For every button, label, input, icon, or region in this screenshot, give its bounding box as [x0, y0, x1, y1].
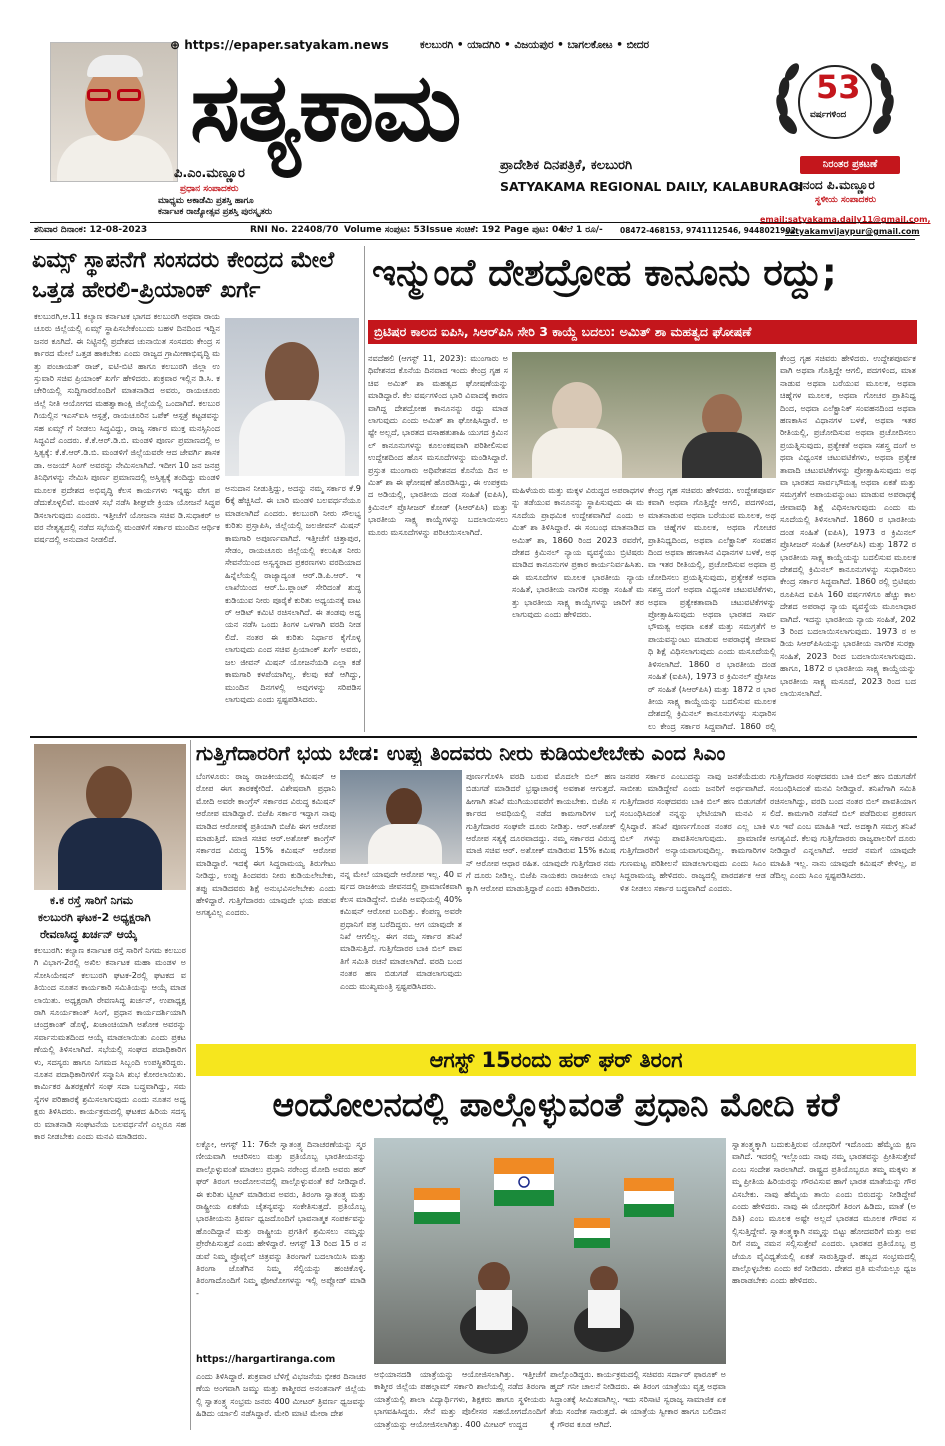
- dateline-date: ಶನಿವಾರ ದಿನಾಂಕ: 12-08-2023: [34, 225, 148, 235]
- har-ghar-tiranga-banner: ಆಗಸ್ಟ್ 15ರಂದು ಹರ್ ಘರ್ ತಿರಂಗ: [196, 1044, 916, 1076]
- story5-col-e: ಸ್ವಾತಂತ್ರ್ಯಕ್ಕಾಗಿ ಬದುಕುತ್ತಿರುವ ಯೋಧರಿಗೆ ಇದೊಂದು ಹೆಮ್ಮೆಯ ಕ್ಷಣವಾಗಿದೆ. ಇದರಲ್ಲಿ ಇಲ್ಲೊಂದು ನಾವು ನಮ್ಮ ಭಾರತವನ್ನು ಪ್ರೀತಿಸುತ್ತೇವೆ ಎಂಬ ಸಂದೇಶ ಸಾರಲಾಗಿದೆ. ರಾಷ್ಟ್ರದ ಪ್ರತಿಯೊಬ್ಬರೂ ತಮ್ಮ ಮಕ್ಕಳು ತಮ್ಮ ಪ್ರೀತಿಯ ಹಿರಿಯರನ್ನು ಗೌರವಿಸುವ ಹಾಗೆ ಭಾರತ ಮಾತೆಯನ್ನು ಗೌರವಿಸಬೇಕು. ನಾವು ಹೆಮ್ಮೆಯ ತಾಯಿ ಎಂದು ಬಿರುದನ್ನು ನೀಡಿದ್ದೇವೆ ಎಂದು ಹೇಳಿದರು. ನಾವು ಈ ಯೋಧರಿಗೆ ತಿರಂಗ ಹಿಡಿದು, ಮಾತೆ (ಅದಿತಿ) ಎಂಬ ಮೂಲಕ ಅಷ್ಟೇ ಅಲ್ಲದೆ ಭಾರತದ ಮೂಲಕ ಗೌರವ ಸಲ್ಲಿಸುತ್ತಿದ್ದೇವೆ. ಸ್ವಾತಂತ್ರ್ಯಕ್ಕಾಗಿ ನಮ್ಮನ್ನು ಬಿಟ್ಟು ಹೋದವರಿಗೆ ಮತ್ತು ಅವರಿಗೆ ನಮ್ಮ ನಮನ ಸಲ್ಲಿಸುತ್ತೇವೆ ಎಂದರು. ಭಾರತದ ಪ್ರತಿಯೊಬ್ಬ ಪ್ರಜೆಯೂ ವೈವಿಧ್ಯತೆಯಲ್ಲಿ ಏಕತೆ ಸಾರುತ್ತಿದ್ದಾರೆ. ಹಬ್ಬದ ಸಂಭ್ರಮದಲ್ಲಿ ಪಾಲ್ಗೊಳ್ಳಬೇಕು ಎಂದು ಕರೆ ನೀಡಿದರು. ದೇಶದ ಪ್ರತಿ ಮನೆಯಲ್ಲೂ ಧ್ವಜ ಹಾರಾಡಬೇಕು ಎಂದು ಹೇಳಿದರು.: [732, 1139, 916, 1286]
- dateline-bar: [30, 222, 915, 240]
- story3-caption-3: ರೇವಣಸಿದ್ಧ ಖರ್ಚನ್ ಆಯ್ಕೆ: [40, 928, 138, 941]
- globe-icon: ⊕: [170, 38, 185, 52]
- story3-caption-2: ಕಲಬುರಗಿ ಘಟಕ-2 ಅಧ್ಯಕ್ಷರಾಗಿ: [38, 911, 151, 924]
- story4-col-d: ಜನಪರ ಸರ್ಕಾರ ಎಂಬುದನ್ನು ನಾವು ಜನತೆಯೆದುರು ಸಾಬೀತು ಮಾಡಿದ್ದೇವೆ ಎಂದು ಜನರಿಗೆ ಅರ್ಥವಾಗಿದೆ. ಗುತ್ತಿಗೆದಾರರ ಸಂಘದವರು ಬಾಕಿ ಬಿಲ್ ಹಣ ಬಿಡುಗಡೆಗೆ ಸಂಬಂಧಿಸಿದಂತೆ ನನ್ನನ್ನು ಭೇಟಿಯಾಗಿ ಮನವಿ ಸಲ್ಲಿಸಿದ್ದಾರೆ. ತನಿಖೆ ಪೂರ್ಣಗೊಂಡ ನಂತರ ಎಲ್ಲ ಬಾಕಿ ಬಿಲ್ ಗಳನ್ನು ಪಾವತಿಸಲಾಗುವುದು. ಪ್ರಾಮಾಣಿಕ ಗುತ್ತಿಗೆದಾರರಿಗೆ ಅನ್ಯಾಯವಾಗುವುದಿಲ್ಲ. ಕಾಮಗಾರಿಗಳ ಗುಣಮಟ್ಟ ಪರಿಶೀಲನೆ ಮಾಡಲಾಗುವುದು ಎಂದು ಸಿಎಂ ಸಿದ್ದರಾಮಯ್ಯ ಹೇಳಿದರು. ರಾಜ್ಯದಲ್ಲಿ ಪಾರದರ್ಶಕ ಆಡಳಿತ ನೀಡಲು ಸರ್ಕಾರ ಬದ್ಧವಾಗಿದೆ ಎಂದರು.: [620, 771, 766, 893]
- rni-number: RNI No. 22408/70: [250, 225, 339, 235]
- story5-photo: [374, 1138, 726, 1364]
- story5-col-b: ಎಂದು ತಿಳಿಸಿದ್ದಾರೆ. ಶುಕ್ರವಾರ ಬೆಳಿಗ್ಗೆ ವಿಭಜನೆಯ ಭೀಕರ ದಿನಾಚರಣೆಯ ಅಂಗವಾಗಿ ಜಮ್ಮು ಮತ್ತು ಕಾಶ್ಮೀರದ ಅನಂತನಾಗ್ ಜಿಲ್ಲೆಯಲ್ಲಿ ಸ್ವಾತಂತ್ರ್ಯ ಸಂಭ್ರಮ ಜನರು 400 ಮೀಟರ್ ತ್ರಿವರ್ಣ ಧ್ವಜವನ್ನು ಹಿಡಿದು ರ್ಯಾಲಿ ನಡೆಸಿದ್ದಾರೆ. ಮೇರಿ ಮಾಟಿ ಮೇರಾ ದೇಶ: [196, 1371, 366, 1419]
- story2-photo: [512, 352, 776, 478]
- story2-col-c: ಕೇಂದ್ರ ಗೃಹ ಸಚಿವರು ಹೇಳಿದರು. ಉದ್ದೇಶಪೂರ್ವಕವಾಗಿ ಅಥವಾ ಗೊತ್ತಿದ್ದೇ ಆಗಲಿ, ಪದಗಳಿಂದ, ಮಾತನಾಡುವ ಅಥವಾ ಬರೆಯುವ ಮೂಲಕ, ಅಥವಾ ಚಿಹ್ನೆಗಳ ಮೂಲಕ, ಅಥವಾ ಗೋಚರ ಪ್ರಾತಿನಿಧ್ಯದಿಂದ, ಅಥವಾ ಎಲೆಕ್ಟ್ರಾನಿಕ್ ಸಂವಹನದಿಂದ ಅಥವಾ ಹಣಕಾಸಿನ ವಿಧಾನಗಳ ಬಳಕೆ, ಅಥವಾ ಇತರ ರೀತಿಯಲ್ಲಿ, ಪ್ರಚೋದಿಸುವ ಅಥವಾ ಪ್ರಚೋದಿಸಲು ಪ್ರಯತ್ನಿಸುವುದು, ಪ್ರತ್ಯೇಕತೆ ಅಥವಾ ಸಶಸ್ತ್ರ ದಂಗೆ ಅಥವಾ ವಿಧ್ವಂಸಕ ಚಟುವಟಿಕೆಗಳು, ಅಥವಾ ಪ್ರತ್ಯೇಕತಾವಾದಿ ಚಟುವಟಿಕೆಗಳನ್ನು ಪ್ರೋತ್ಸಾಹಿಸುವುದು ಅಥವಾ ಭಾರತದ ಸಾರ್ವಭೌಮತ್ವ ಅಥವಾ ಏಕತೆ ಮತ್ತು ಸಮಗ್ರತೆಗೆ ಅಪಾಯವನ್ನುಂಟು ಮಾಡುವ ಅಪರಾಧಕ್ಕೆ ಜೀವಾವಧಿ ಶಿಕ್ಷೆ ವಿಧಿಸಲಾಗುವುದು ಎಂದು ಮಸೂದೆಯಲ್ಲಿ ತಿಳಿಸಲಾಗಿದೆ. 1860 ರ ಭಾರತೀಯ ದಂಡ ಸಂಹಿತೆ (ಐಪಿಸಿ), 1973 ರ ಕ್ರಿಮಿನಲ್ ಪ್ರೊಸೀಜರ್ ಸಂಹಿತೆ (ಸಿಆರ್‌ಪಿಸಿ) ಮತ್ತು 1872 ರ ಭಾರತೀಯ ಸಾಕ್ಷ್ಯ ಕಾಯ್ದೆಯನ್ನು ಬದಲಿಸುವ ಮೂಲಕ ದೇಶದಲ್ಲಿ ಕ್ರಿಮಿನಲ್ ಕಾನೂನುಗಳನ್ನು ಸುಧಾರಿಸಲು ಕೇಂದ್ರ ಸರ್ಕಾರ ಸಿದ್ಧವಾಗಿದೆ. 1860 ರಲ್ಲಿ: [648, 485, 776, 731]
- price: ಬೆಲೆ 1 ರೂ/-: [560, 225, 603, 235]
- story4-col-b: ನನ್ನ ಮೇಲೆ ಯಾವುದೇ ಆರೋಪ ಇಲ್ಲ. 40 ವರ್ಷದ ರಾಜಕೀಯ ಜೀವನದಲ್ಲಿ ಪ್ರಾಮಾಣಿಕವಾಗಿ ಕೆಲಸ ಮಾಡಿದ್ದೇನೆ. ಬಿಜೆಪಿ ಅವಧಿಯಲ್ಲಿ 40% ಕಮಿಷನ್ ಆರೋಪ ಬಂದಿತ್ತು. ಕೆಂಪಣ್ಣ ಅವರೇ ಪ್ರಧಾನಿಗೆ ಪತ್ರ ಬರೆದಿದ್ದರು. ಆಗ ಯಾವುದೇ ತನಿಖೆ ಆಗಲಿಲ್ಲ. ಈಗ ನಮ್ಮ ಸರ್ಕಾರ ತನಿಖೆ ಮಾಡಿಸುತ್ತಿದೆ. ಗುತ್ತಿಗೆದಾರರ ಬಾಕಿ ಬಿಲ್ ಪಾವತಿಗೆ ಸಮಿತಿ ರಚನೆ ಮಾಡಲಾಗಿದೆ. ವರದಿ ಬಂದ ನಂತರ ಹಣ ಬಿಡುಗಡೆ ಮಾಡಲಾಗುವುದು ಎಂದು ಮುಖ್ಯಮಂತ್ರಿ ಸ್ಪಷ್ಟಪಡಿಸಿದರು.: [340, 869, 462, 991]
- story2-col-b: ಮಹಿಳೆಯರು ಮತ್ತು ಮಕ್ಕಳ ವಿರುದ್ಧದ ಅಪರಾಧಗಳನ್ನು ತಡೆಯುವ ಕಾನೂನನ್ನು ಸ್ಥಾಪಿಸುವುದು ಈ ಮಸೂದೆಯ ಪ್ರಾಥಮಿಕ ಉದ್ದೇಶವಾಗಿದೆ ಎಂದು ಅಮಿತ್ ಶಾ ತಿಳಿಸಿದ್ದಾರೆ. ಈ ಸಂಬಂಧ ಮಾತನಾಡಿದ ಅಮಿತ್ ಶಾ, 1860 ರಿಂದ 2023 ರವರೆಗೆ, ದೇಶದ ಕ್ರಿಮಿನಲ್ ನ್ಯಾಯ ವ್ಯವಸ್ಥೆಯು ಬ್ರಿಟಿಷರು ಮಾಡಿದ ಕಾನೂನುಗಳ ಪ್ರಕಾರ ಕಾರ್ಯನಿರ್ವಹಿಸಿತು. ಈ ಮಸೂದೆಗಳ ಮೂಲಕ ಭಾರತೀಯ ನ್ಯಾಯ ಸಂಹಿತೆ, ಭಾರತೀಯ ನಾಗರಿಕ ಸುರಕ್ಷಾ ಸಂಹಿತೆ ಮತ್ತು ಭಾರತೀಯ ಸಾಕ್ಷ್ಯ ಕಾಯ್ದೆಗಳನ್ನು ಜಾರಿಗೆ ತರಲಾಗುವುದು ಎಂದು ಹೇಳಿದರು.: [512, 485, 644, 620]
- founder-name: ಪಿ.ಎಂ.ಮಣ್ಣೂರ: [174, 166, 245, 181]
- story1-headline: ಏಮ್ಸ್ ಸ್ಥಾಪನೆಗೆ ಸಂಸದರು ಕೇಂದ್ರದ ಮೇಲೆ ಒತ್ತಡ ಹೇರಲಿ-ಪ್ರಿಯಾಂಕ್ ಖರ್ಗೆ: [32, 248, 335, 303]
- phone-numbers: 08472-468153, 9741112546, 9448021902: [620, 226, 796, 235]
- editor-name: ಆನಂದ ಪಿ.ಮಣ್ಣೂರ: [795, 178, 875, 192]
- founder-note-2: ಕರ್ನಾಟಕ ರಾಜ್ಯೋತ್ಸವ ಪ್ರಶಸ್ತಿ ಪುರಸ್ಕೃತರು: [158, 207, 273, 217]
- story5-col-a: ಲಕ್ನೋ, ಆಗಸ್ಟ್ 11: 76ನೇ ಸ್ವಾತಂತ್ರ್ಯ ದಿನಾಚರಣೆಯನ್ನು ಸ್ಮರಣೀಯವಾಗಿ ಆಚರಿಸಲು ಮತ್ತು ಪ್ರತಿಯೊಬ್ಬ ಭಾರತೀಯನನ್ನು ಪಾಲ್ಗೊಳ್ಳುವಂತೆ ಮಾಡಲು ಪ್ರಧಾನಿ ನರೇಂದ್ರ ಮೋದಿ ಅವರು ಹರ್ ಘರ್ ತಿರಂಗ ಆಂದೋಲನದಲ್ಲಿ ಪಾಲ್ಗೊಳ್ಳುವಂತೆ ಕರೆ ನೀಡಿದ್ದಾರೆ. ಈ ಕುರಿತು ಟ್ವೀಟ್ ಮಾಡಿರುವ ಅವರು, ತಿರಂಗಾ ಸ್ವಾತಂತ್ರ್ಯ ಮತ್ತು ರಾಷ್ಟ್ರೀಯ ಏಕತೆಯ ಚೈತನ್ಯವನ್ನು ಸಂಕೇತಿಸುತ್ತದೆ. ಪ್ರತಿಯೊಬ್ಬ ಭಾರತೀಯನು ತ್ರಿವರ್ಣ ಧ್ವಜದೊಂದಿಗೆ ಭಾವನಾತ್ಮಕ ಸಂಪರ್ಕವನ್ನು ಹೊಂದಿದ್ದಾನೆ ಮತ್ತು ರಾಷ್ಟ್ರೀಯ ಪ್ರಗತಿಗೆ ಶ್ರಮಿಸಲು ನಮ್ಮನ್ನು ಪ್ರೇರೇಪಿಸುತ್ತದೆ ಎಂದು ಹೇಳಿದ್ದಾರೆ. ಆಗಸ್ಟ್ 13 ರಿಂದ 15 ರ ನಡುವೆ ನಿಮ್ಮ ಪ್ರೊಫೈಲ್ ಚಿತ್ರವನ್ನು ತಿರಂಗಾಗೆ ಬದಲಾಯಿಸಿ ಮತ್ತು ತಿರಂಗಾ ಜೊತೆಗಿನ ನಿಮ್ಮ ಸೆಲ್ಫಿಯನ್ನು ಹಂಚಿಕೊಳ್ಳಿ. ತಿರಂಗಾದೊಂದಿಗೆ ನಿಮ್ಮ ಫೋಟೋಗಳನ್ನು ಇಲ್ಲಿ ಅಪ್ಲೋಡ್ ಮಾಡಿ -: [196, 1139, 366, 1298]
- logo: ಸತ್ಯಕಾಮ: [190, 54, 460, 163]
- email-2[interactable]: satyakamvijaypur@gmail.com: [785, 227, 920, 236]
- story5-link[interactable]: https://hargartiranga.com: [196, 1354, 336, 1365]
- website[interactable]: ⊕ https://epaper.satyakam.news: [170, 38, 389, 52]
- story4-col-a: ಬೆಂಗಳೂರು: ರಾಜ್ಯ ರಾಜಕೀಯದಲ್ಲಿ ಕಮಿಷನ್ ಆರೋಪ ಈಗ ತಾರಕಕ್ಕೇರಿದೆ. ವಿಶೇಷವಾಗಿ ಪ್ರಧಾನಿ ಮೋದಿ ಅವರೇ ಕಾಂಗ್ರೆಸ್ ಸರ್ಕಾರದ ವಿರುದ್ಧ ಕಮಿಷನ್ ಆರೋಪ ಮಾಡಿದ್ದಾರೆ. ಬಿಜೆಪಿ ಸರ್ಕಾರ ಇದ್ದಾಗ ನಾವು ಮಾಡಿದ ಆರೋಪಕ್ಕೆ ಪ್ರತಿಯಾಗಿ ಬಿಜೆಪಿ ಈಗ ಆರೋಪ ಮಾಡುತ್ತಿದೆ. ಮಾಜಿ ಸಚಿವ ಆರ್.ಅಶೋಕ್ ಕಾಂಗ್ರೆಸ್ ಸರ್ಕಾರದ ವಿರುದ್ಧ 15% ಕಮಿಷನ್ ಆರೋಪ ಮಾಡಿದ್ದಾರೆ. ಇದಕ್ಕೆ ಈಗ ಸಿದ್ದರಾಮಯ್ಯ ತಿರುಗೇಟು ನೀಡಿದ್ದು, ಉಪ್ಪು ತಿಂದವರು ನೀರು ಕುಡಿಯಲೇಬೇಕು, ತಪ್ಪು ಮಾಡಿದವರು ಶಿಕ್ಷೆ ಅನುಭವಿಸಲೇಬೇಕು ಎಂದು ಹೇಳಿದ್ದಾರೆ. ಗುತ್ತಿಗೆದಾರರು ಯಾವುದೇ ಭಯ ಪಡುವ ಅಗತ್ಯವಿಲ್ಲ ಎಂದರು.: [196, 771, 336, 918]
- story5-headline: ಆಂದೋಲನದಲ್ಲಿ ಪಾಲ್ಗೊಳ್ಳುವಂತೆ ಪ್ರಧಾನಿ ಮೋದಿ ಕರೆ: [272, 1085, 840, 1124]
- story3-caption-1: ಕ.ಕ ರಸ್ತೆ ಸಾರಿಗೆ ನಿಗಮ: [50, 894, 134, 907]
- story2-col-a: ನವದೆಹಲಿ (ಆಗಸ್ಟ್ 11, 2023): ಮುಂಗಾರು ಅಧಿವೇಶನದ ಕೊನೆಯ ದಿನವಾದ ಇಂದು ಕೇಂದ್ರ ಗೃಹ ಸಚಿವ ಅಮಿತ್ ಶಾ ಮಹತ್ವದ ಘೋಷಣೆಯನ್ನು ಮಾಡಿದ್ದಾರೆ. ಕೆಲ ವರ್ಷಗಳಿಂದ ಭಾರಿ ವಿವಾದಕ್ಕೆ ಕಾರಣವಾಗಿದ್ದ ದೇಶದ್ರೋಹ ಕಾನೂನನ್ನು ರದ್ದು ಮಾಡಲಾಗುವುದು ಎಂದು ಅಮಿತ್ ಶಾ ಘೋಷಿಸಿದ್ದಾರೆ. ಅಷ್ಟೇ ಅಲ್ಲದೆ, ಭಾರತದ ವಸಾಹತುಶಾಹಿ ಯುಗದ ಕ್ರಿಮಿನಲ್ ಕಾನೂನುಗಳನ್ನು ಕೂಲಂಕಷವಾಗಿ ಪರಿಶೀಲಿಸುವ ಉದ್ದೇಶದಿಂದ ಹೊಸ ಮಸೂದೆಗಳನ್ನು ಮಂಡಿಸಿದ್ದಾರೆ. ಪ್ರಸ್ತುತ ಮುಂಗಾರು ಅಧಿವೇಶನದ ಕೊನೆಯ ದಿನ ಅಮಿತ್ ಶಾ ಈ ಘೋಷಣೆ ಹೊರಡಿಸಿದ್ದು, ಈ ಉಪಕ್ರಮದ ಅಡಿಯಲ್ಲಿ, ಭಾರತೀಯ ದಂಡ ಸಂಹಿತೆ (ಐಪಿಸಿ), ಕ್ರಿಮಿನಲ್ ಪ್ರೊಸೀಜರ್ ಕೋಡ್ (ಸಿಆರ್‌ಪಿಸಿ) ಮತ್ತು ಭಾರತೀಯ ಸಾಕ್ಷ್ಯ ಕಾಯ್ದೆಗಳನ್ನು ಬದಲಾಯಿಸಲು ಮೂರು ಮಸೂದೆಗಳನ್ನು ಪರಿಚಯಿಸಲಾಗಿದೆ.: [368, 353, 508, 537]
- founder-note-1: ಮಾಧ್ಯಮ ಅಕಾಡೆಮಿ ಪ್ರಶಸ್ತಿ ಹಾಗೂ: [158, 196, 254, 206]
- story2-col-d: ಕೇಂದ್ರ ಗೃಹ ಸಚಿವರು ಹೇಳಿದರು. ಉದ್ದೇಶಪೂರ್ವಕವಾಗಿ ಅಥವಾ ಗೊತ್ತಿದ್ದೇ ಆಗಲಿ, ಪದಗಳಿಂದ, ಮಾತನಾಡುವ ಅಥವಾ ಬರೆಯುವ ಮೂಲಕ, ಅಥವಾ ಚಿಹ್ನೆಗಳ ಮೂಲಕ, ಅಥವಾ ಗೋಚರ ಪ್ರಾತಿನಿಧ್ಯದಿಂದ, ಅಥವಾ ಎಲೆಕ್ಟ್ರಾನಿಕ್ ಸಂವಹನದಿಂದ ಅಥವಾ ಹಣಕಾಸಿನ ವಿಧಾನಗಳ ಬಳಕೆ, ಅಥವಾ ಇತರ ರೀತಿಯಲ್ಲಿ, ಪ್ರಚೋದಿಸುವ ಅಥವಾ ಪ್ರಚೋದಿಸಲು ಪ್ರಯತ್ನಿಸುವುದು, ಪ್ರತ್ಯೇಕತೆ ಅಥವಾ ಸಶಸ್ತ್ರ ದಂಗೆ ಅಥವಾ ವಿಧ್ವಂಸಕ ಚಟುವಟಿಕೆಗಳು, ಅಥವಾ ಪ್ರತ್ಯೇಕತಾವಾದಿ ಚಟುವಟಿಕೆಗಳನ್ನು ಪ್ರೋತ್ಸಾಹಿಸುವುದು ಅಥವಾ ಭಾರತದ ಸಾರ್ವಭೌಮತ್ವ ಅಥವಾ ಏಕತೆ ಮತ್ತು ಸಮಗ್ರತೆಗೆ ಅಪಾಯವನ್ನುಂಟು ಮಾಡುವ ಅಪರಾಧಕ್ಕೆ ಜೀವಾವಧಿ ಶಿಕ್ಷೆ ವಿಧಿಸಲಾಗುವುದು ಎಂದು ಮಸೂದೆಯಲ್ಲಿ ತಿಳಿಸಲಾಗಿದೆ. 1860 ರ ಭಾರತೀಯ ದಂಡ ಸಂಹಿತೆ (ಐಪಿಸಿ), 1973 ರ ಕ್ರಿಮಿನಲ್ ಪ್ರೊಸೀಜರ್ ಸಂಹಿತೆ (ಸಿಆರ್‌ಪಿಸಿ) ಮತ್ತು 1872 ರ ಭಾರತೀಯ ಸಾಕ್ಷ್ಯ ಕಾಯ್ದೆಯನ್ನು ಬದಲಿಸುವ ಮೂಲಕ ದೇಶದಲ್ಲಿ ಕ್ರಿಮಿನಲ್ ಕಾನೂನುಗಳನ್ನು ಸುಧಾರಿಸಲು ಕೇಂದ್ರ ಸರ್ಕಾರ ಸಿದ್ಧವಾಗಿದೆ. 1860 ರಲ್ಲಿ ಬ್ರಿಟಿಷರು ರೂಪಿಸಿದ ಐಪಿಸಿ 160 ವರ್ಷಗಳಿಗೂ ಹೆಚ್ಚು ಕಾಲ ದೇಶದ ಅಪರಾಧ ನ್ಯಾಯ ವ್ಯವಸ್ಥೆಯ ಮೂಲಾಧಾರವಾಗಿದೆ. ಇದನ್ನು ಭಾರತೀಯ ನ್ಯಾಯ ಸಂಹಿತೆ, 2023 ರಿಂದ ಬದಲಾಯಿಸಲಾಗುವುದು. 1973 ರ ಅಡಿಯ ಸಿಆರ್‌ಪಿಸಿಯನ್ನು ಭಾರತೀಯ ನಾಗರಿಕ ಸುರಕ್ಷಾ ಸಂಹಿತೆ, 2023 ರಿಂದ ಬದಲಾಯಿಸಲಾಗುವುದು. ಹಾಗೂ, 1872 ರ ಭಾರತೀಯ ಸಾಕ್ಷ್ಯ ಕಾಯ್ದೆಯನ್ನು ಭಾರತೀಯ ಸಾಕ್ಷ್ಯ ಮಸೂದೆ, 2023 ರಿಂದ ಬದಲಾಯಿಸಲಾಗಿದೆ.: [780, 353, 916, 698]
- story1-col-a: ಕಲಬುರಗಿ,ಆ.11 ಕಲ್ಯಾಣ ಕರ್ನಾಟಕ ಭಾಗದ ಕಲಬುರಗಿ ಅಥವಾ ರಾಯಚೂರು ಜಿಲ್ಲೆಯಲ್ಲಿ ಏಮ್ಸ್ ಸ್ಥಾಪಿಸಬೇಕೆಂಬುದು ಬಹಳ ದಿನದಿಂದ ಇದ್ದಿನ ಜನರ ಕೂಗಿದೆ. ಈ ನಿಟ್ಟಿನಲ್ಲಿ ಪ್ರದೇಶದ ಚುನಾಯಿತ ಸಂಸದರು ಕೇಂದ್ರ ಸರ್ಕಾರದ ಮೇಲೆ ಒತ್ತಡ ಹಾಕಬೇಕು ಎಂದು ರಾಜ್ಯದ ಗ್ರಾಮೀಣಾಭಿವೃದ್ಧಿ ಮತ್ತು ಪಂಚಾಯತ್ ರಾಜ್, ಐಟಿ-ಬಿಟಿ ಹಾಗೂ ಕಲಬುರಗಿ ಜಿಲ್ಲಾ ಉಸ್ತುವಾರಿ ಸಚಿವ ಪ್ರಿಯಾಂಕ್ ಖರ್ಗೆ ಹೇಳಿದರು. ಶುಕ್ರವಾರ ಇಲ್ಲಿನ ಡಿ.ಸಿ. ಕಚೇರಿಯಲ್ಲಿ ಸುದ್ದಿಗಾರರೊಂದಿಗೆ ಮಾತನಾಡಿದ ಅವರು, ರಾಯಚೂರು ಜಿಲ್ಲೆ ನೀತಿ ಆಯೋಗದ ಮಹತ್ವಾಕಾಂಕ್ಷಿ ಜಿಲ್ಲೆಯಲ್ಲಿ ಒಂದಾಗಿದೆ. ಕಲಬುರಗಿಯಲ್ಲಿನ ಇಎಸ್‍ಐಸಿ ಆಸ್ಪತ್ರೆ, ರಾಯಚೂರಿನ ಒಪೆಕ್ ಆಸ್ಪತ್ರೆ ಕಟ್ಟಡವನ್ನು ಸಹ ಏಮ್ಸ್ ಗೆ ನೀಡಲು ಸಿದ್ಧವಿದ್ದು, ರಾಜ್ಯ ಸರ್ಕಾರ ಮುಕ್ತ ಮನಸ್ಸಿನಿಂದ ಸಿದ್ಧವಿದೆ ಎಂದರು. ಕೆ.ಕೆ.ಆರ್.ಡಿ.ಬಿ. ಮಂಡಳಿ ಪೂರ್ಣ ಪ್ರಮಾಣದಲ್ಲಿ ಅಸ್ತಿತ್ವಕ್ಕೆ: ಕೆ.ಕೆ.ಆರ್.ಡಿ.ಬಿ. ಮಂಡಳಿಗೆ ಜಿಲ್ಲೆಯವರೇ ಆದ ಜೇವರ್ಗಿ ಶಾಸಕ ಡಾ. ಅಜಯ್ ಸಿಂಗ್ ಅವರನ್ನು ನೇಮಿಸಲಾಗಿದೆ. ಇದೀಗ 10 ಜನ ಜನಪ್ರತಿನಿಧಿಗಳನ್ನು ನೇಮಿಸಿ ಪೂರ್ಣ ಪ್ರಮಾಣದಲ್ಲಿ ಅಸ್ತಿತ್ವಕ್ಕೆ ತಂದಿದ್ದು ಮಂಡಳಿ ಮೂಲಕ ಪ್ರದೇಶದ ಅಭಿವೃದ್ಧಿ ಕೆಲಸ ಕಾರ್ಯಗಳು ಇನ್ನಷ್ಟು ವೇಗ ಪಡೆದುಕೊಳ್ಳಲಿವೆ. ಮಂಡಳಿ ಸಭೆ ನಡೆಸಿ ಶೀಘ್ರವೇ ಕ್ರಿಯಾ ಯೋಜನೆ ಸಿದ್ಧಪಡಿಸಲಾಗುವುದು ಎಂದರು. ಇತ್ತೀಚೆಗೆ ಯೋಜನಾ ಸಚಿವ ಡಿ.ಸುಧಾಕರ್ ಅವರ ನೇತೃತ್ವದಲ್ಲಿ ನಡೆದ ಸಭೆಯಲ್ಲಿ ಮಂಡಳಿಗೆ ಸರ್ಕಾರ ಮುಂದಿನ ಆರ್ಥಿಕ ವರ್ಷದಲ್ಲಿ ಅನುದಾನ ನೀಡಲಿದೆ.: [34, 311, 220, 545]
- story4-headline: ಗುತ್ತಿಗೆದಾರರಿಗೆ ಭಯ ಬೇಡ: ಉಪ್ಪು ತಿಂದವರು ನೀರು ಕುಡಿಯಲೇಬೇಕು ಎಂದ ಸಿಎಂ: [196, 741, 726, 765]
- tiranga-rally-illustration: [374, 1138, 726, 1364]
- story1-col-b: ಅನುದಾನ ನೀಡುತ್ತಿದ್ದು, ಅದನ್ನು ನಮ್ಮ ಸರ್ಕಾರ ಕೆ.96ಕ್ಕೆ ಹೆಚ್ಚಿಸಿದೆ. ಈ ಬಾರಿ ಮಂಡಳಿ ಬಲವರ್ಧನೆಯೂ ಮಾಡಲಾಗಿದೆ ಎಂದರು. ಕಲಬುರಗಿ ನೀರು ಸೌಲಭ್ಯ ಕುರಿತು ಪ್ರಸ್ತಾಪಿಸಿ, ಜಿಲ್ಲೆಯಲ್ಲಿ ಜಲಜೀವನ್ ಮಿಷನ್ ಕಾಮಗಾರಿ ಅಪೂರ್ಣವಾಗಿದೆ. ಇತ್ತೀಚೆಗೆ ಚಿತ್ತಾಪುರ, ಸೇಡಂ, ರಾಯಚೂರು ಜಿಲ್ಲೆಯಲ್ಲಿ ಕಲುಷಿತ ನೀರು ಸೇವನೆಯಿಂದ ಅಸ್ವಸ್ಥರಾದ ಪ್ರಕರಣಗಳು ವರದಿಯಾದ ಹಿನ್ನೆಲೆಯಲ್ಲಿ ರಾಜ್ಯಾದ್ಯಂತ ಆರ್.ಡಿ.ಪಿ.ಆರ್. ಇಲಾಖೆಯಿಂದ ಆರ್.ಓ.ಪ್ಲಾಂಟ್ ಸೇರಿದಂತೆ ಶುದ್ಧ ಕುಡಿಯುವ ನೀರು ಪೂರೈಕೆ ಕುರಿತು ಅಧ್ಯಯನಕ್ಕೆ ವಾಟರ್ ಆಡಿಟ್ ಕಮಿಟಿ ರಚಿಸಲಾಗಿದೆ. ಈ ತಂಡವು ಅಧ್ಯಯನ ನಡೆಸಿ ಒಂದು ತಿಂಗಳ ಒಳಗಾಗಿ ವರದಿ ನೀಡಲಿದೆ. ನಂತರ ಈ ಕುರಿತು ನಿರ್ಧಾರ ಕೈಗೊಳ್ಳಲಾಗುವುದು ಎಂದ ಸಚಿವ ಪ್ರಿಯಾಂಕ್ ಖರ್ಗೆ ಅವರು, ಜಲ ಜೀವನ್ ಮಿಷನ್ ಯೋಜನೆಯಡಿ ಎಲ್ಲಾ ಕಡೆ ಕಾಮಗಾರಿ ಕಳಪೆಯಾಗಿಲ್ಲ. ಕೆಲವು ಕಡೆ ಆಗಿದ್ದು, ಮುಂದಿನ ದಿನಗಳಲ್ಲಿ ಅವುಗಳನ್ನು ಸರಿಪಡಿಸಲಾಗುವುದು ಎಂದು ಸ್ಪಷ್ಟಪಡಿಸಿದರು.: [225, 483, 361, 704]
- issue: Issue ಸಂಚಿಕೆ: 192: [426, 225, 501, 235]
- page-number: Page ಪುಟ: 04: [504, 225, 565, 235]
- tagline-kn: ಪ್ರಾದೇಶಿಕ ದಿನಪತ್ರಿಕೆ, ಕಲಬುರಗಿ: [500, 158, 633, 173]
- founder-title: ಪ್ರಧಾನ ಸಂಪಾದಕರು: [180, 184, 239, 194]
- masthead: [30, 34, 931, 244]
- anniversary-emblem: [770, 54, 900, 154]
- story4-col-c: ಪೂರ್ಣಗೊಳಿಸಿ ವರದಿ ಬರುವ ಮೊದಲೇ ಬಿಲ್ ಹಣ ಬಿಡುಗಡೆ ಮಾಡಿದರೆ ಭ್ರಷ್ಟಾಚಾರಕ್ಕೆ ಅವಕಾಶ ಆಗುತ್ತದೆ. ಹೀಗಾಗಿ ತನಿಖೆ ಮುಗಿಯುವವರೆಗೆ ಕಾಯಬೇಕು. ಬಿಜೆಪಿ ಸರ್ಕಾರದ ಅವಧಿಯಲ್ಲಿ ನಡೆದ ಕಾಮಗಾರಿಗಳ ಬಗ್ಗೆ ಗುತ್ತಿಗೆದಾರರ ಸಂಘವೇ ದೂರು ನೀಡಿತ್ತು. ಆರ್.ಅಶೋಕ್ ಆರೋಪ ಸತ್ಯಕ್ಕೆ ದೂರವಾದದ್ದು. ನಮ್ಮ ಸರ್ಕಾರದ ವಿರುದ್ಧ ಮಾಜಿ ಸಚಿವ ಆರ್. ಅಶೋಕ್ ಮಾಡಿರುವ 15% ಕಮಿಷನ್ ಆರೋಪ ಆಧಾರ ರಹಿತ. ಯಾವುದೇ ಗುತ್ತಿಗೆದಾರ ನಮಗೆ ದೂರು ನೀಡಿಲ್ಲ. ಬಿಜೆಪಿ ನಾಯಕರು ರಾಜಕೀಯ ಲಾಭಕ್ಕಾಗಿ ಆರೋಪ ಮಾಡುತ್ತಿದ್ದಾರೆ ಎಂದು ಕಿಡಿಕಾರಿದರು.: [466, 771, 616, 893]
- story2-subhead: ಬ್ರಿಟಿಷರ ಕಾಲದ ಐಪಿಸಿ, ಸಿಆರ್‌ಪಿಸಿ ಸೇರಿ 3 ಕಾಯ್ದೆ ಬದಲು: ಅಮಿತ್ ಶಾ ಮಹತ್ವದ ಘೋಷಣೆ: [368, 320, 917, 344]
- story3-photo: [34, 744, 186, 890]
- story1-photo: [225, 318, 359, 476]
- editor-title: ಸ್ಥಳೀಯ ಸಂಪಾದಕರು: [815, 195, 877, 205]
- story5-col-c: ಅಭಿಯಾನದಡಿ ಯಾತ್ರೆಯನ್ನು ಆಯೋಜಿಸಲಾಗಿತ್ತು. ಇತ್ತೀಚೆಗೆ ಕಾಶ್ಮೀರ ಜಿಲ್ಲೆಯ ಪಹಲ್ಗಾಮ್ ಸರ್ಕಾರಿ ಶಾಲೆಯಲ್ಲಿ ನಡೆದ ತಿರಂಗಾ ಯಾತ್ರೆಯಲ್ಲಿ ಶಾಲಾ ವಿದ್ಯಾರ್ಥಿಗಳು, ಶಿಕ್ಷಕರು ಹಾಗೂ ಸ್ಥಳೀಯರು ಭಾಗವಹಿಸಿದ್ದರು. ಸೇನೆ ಮತ್ತು ಪೊಲೀಸರ ಸಹಯೋಗದೊಂದಿಗೆ ಯಾತ್ರೆಯನ್ನು ಆಯೋಜಿಸಲಾಗಿತ್ತು. 400 ಮೀಟರ್ ಉದ್ದದ: [374, 1369, 546, 1429]
- years-number: 53: [816, 68, 861, 106]
- story4-photo: [340, 770, 462, 864]
- volume: Volume ಸಂಪುಟ: 53: [344, 225, 426, 235]
- story5-col-d: ಪಾಲ್ಗೊಂಡಿದ್ದರು. ಕಾರ್ಯಕ್ರಮದಲ್ಲಿ ಸಚಿವರು ಸರ್ದಾರ್ ಫಾರೂಕ್ ಅಹ್ಮದ್ ಗನೀ ಚಾಲನೆ ನೀಡಿದರು. ಈ ತಿರಂಗ ಯಾತ್ರೆಯು ವೃತ್ತ ಅಥವಾ ಸಿದ್ಧಾಂತಕ್ಕೆ ಸೀಮಿತವಾಗಿಲ್ಲ. ಇದು ಸರಿಸಾಟಿ ಸ್ವರಾಜ್ಯ ಸಾಮಾಜಿಕ ಏಕತೆಯ ಸಂದೇಶ ಸಾರುತ್ತದೆ. ಈ ಯಾತ್ರೆಯ ಸ್ವೀಕಾರ ಹಾಗೂ ಬಲಿದಾನಕ್ಕೆ ಗೌರವ ಕೂಡ ಆಗಿದೆ.: [550, 1369, 726, 1429]
- niranthara-banner: ನಿರಂತರ ಪ್ರಕಟಣೆ: [800, 156, 900, 174]
- founder-photo: [50, 42, 178, 182]
- years-label: ವರ್ಷಗಳಿಂದ: [810, 110, 847, 120]
- story2-headline: ಇನ್ಮುಂದೆ ದೇಶದ್ರೋಹ ಕಾನೂನು ರದ್ದು;: [372, 251, 837, 294]
- email-1[interactable]: email:satyakama.daily11@gmail.com,: [760, 215, 931, 224]
- tagline-en: SATYAKAMA REGIONAL DAILY, KALABURAGI: [500, 179, 804, 194]
- cities-line: ಕಲಬುರಗಿ • ಯಾದಗಿರಿ • ವಿಜಯಪುರ • ಬಾಗಲಕೋಟ • ಬೀದರ: [420, 39, 650, 51]
- story3-text: ಕಲಬುರಗಿ: ಕಲ್ಯಾಣ ಕರ್ನಾಟಕ ರಸ್ತೆ ಸಾರಿಗೆ ನಿಗಮ ಕಲಬುರಗಿ ವಿಭಾಗ-2ರಲ್ಲಿ ಅಖಿಲ ಕರ್ನಾಟಕ ಮಹಾ ಮಂಡಳ ಅಸೋಸಿಯೇಷನ್ ಕಲಬುರಗಿ ಘಟಕ-2ರಲ್ಲಿ ಘಟಕದ ವತಿಯಿಂದ ನೂತನ ಕಾರ್ಯಕಾರಿ ಸಮಿತಿಯನ್ನು ಆಯ್ಕೆ ಮಾಡಲಾಯಿತು. ಅಧ್ಯಕ್ಷರಾಗಿ ರೇವಣಸಿದ್ಧ ಖರ್ಚನ್, ಉಪಾಧ್ಯಕ್ಷರಾಗಿ ಸೂರ್ಯಕಾಂತ್ ಸಿಂಗೆ, ಪ್ರಧಾನ ಕಾರ್ಯದರ್ಶಿಯಾಗಿ ಚಂದ್ರಕಾಂತ್ ಡೊಳ್ಳೆ, ಖಜಾಂಚಿಯಾಗಿ ಅಶೋಕ ಅವರನ್ನು ಸರ್ವಾನುಮತದಿಂದ ಆಯ್ಕೆ ಮಾಡಲಾಯಿತು ಎಂದು ಪ್ರಕಟಣೆಯಲ್ಲಿ ತಿಳಿಸಲಾಗಿದೆ. ಸಭೆಯಲ್ಲಿ ಸಂಘದ ಪದಾಧಿಕಾರಿಗಳು, ಸದಸ್ಯರು ಹಾಗೂ ನಿಗಮದ ಸಿಬ್ಬಂದಿ ಉಪಸ್ಥಿತರಿದ್ದರು. ನೂತನ ಪದಾಧಿಕಾರಿಗಳಿಗೆ ಸನ್ಮಾನಿಸಿ ಶುಭ ಕೋರಲಾಯಿತು. ಕಾರ್ಮಿಕರ ಹಿತರಕ್ಷಣೆಗೆ ಸಂಘ ಸದಾ ಬದ್ಧವಾಗಿದ್ದು, ಸಮಸ್ಯೆಗಳ ಪರಿಹಾರಕ್ಕೆ ಶ್ರಮಿಸಲಾಗುವುದು ಎಂದು ನೂತನ ಅಧ್ಯಕ್ಷರು ತಿಳಿಸಿದರು. ಕಾರ್ಯಕ್ರಮದಲ್ಲಿ ಘಟಕದ ಹಿರಿಯ ಸದಸ್ಯರು ಮಾತನಾಡಿ ಸಂಘಟನೆಯ ಬಲವರ್ಧನೆಗೆ ಎಲ್ಲರೂ ಸಹಕಾರ ನೀಡಬೇಕು ಎಂದು ಮನವಿ ಮಾಡಿದರು.: [34, 945, 186, 1142]
- story4-col-e: ಗುತ್ತಿಗೆದಾರರ ಸಂಘದವರು ಬಾಕಿ ಬಿಲ್ ಹಣ ಬಿಡುಗಡೆಗೆ ಸಂಬಂಧಿಸಿದಂತೆ ಮನವಿ ನೀಡಿದ್ದಾರೆ. ತನಿಖೆಗಾಗಿ ಸಮಿತಿ ರಚಿಸಲಾಗಿದ್ದು, ವರದಿ ಬಂದ ನಂತರ ಬಿಲ್ ಪಾವತಿಯಾಗಲಿದೆ. ಕಾಮಗಾರಿ ನಡೆಸದೆ ಬಿಲ್ ಪಡೆದಿರುವ ಪ್ರಕರಣಗಳೂ ಇವೆ ಎಂಬ ಮಾಹಿತಿ ಇದೆ. ಅದಕ್ಕಾಗಿ ಸಮಗ್ರ ತನಿಖೆ ಅಗತ್ಯವಿದೆ. ಕೆಲವು ಗುತ್ತಿಗೆದಾರರು ರಾಜ್ಯಪಾಲರಿಗೆ ದೂರು ನೀಡಿದ್ದಾರೆ ಎನ್ನಲಾಗಿದೆ. ಆದರೆ ನಮಗೆ ಯಾವುದೇ ಮಾಹಿತಿ ಇಲ್ಲ. ನಾನು ಯಾವುದೇ ಕಮಿಷನ್ ಕೇಳಿಲ್ಲ, ಪಡೆದಿಲ್ಲ ಎಂದು ಸಿಎಂ ಸ್ಪಷ್ಟಪಡಿಸಿದರು.: [770, 771, 916, 881]
